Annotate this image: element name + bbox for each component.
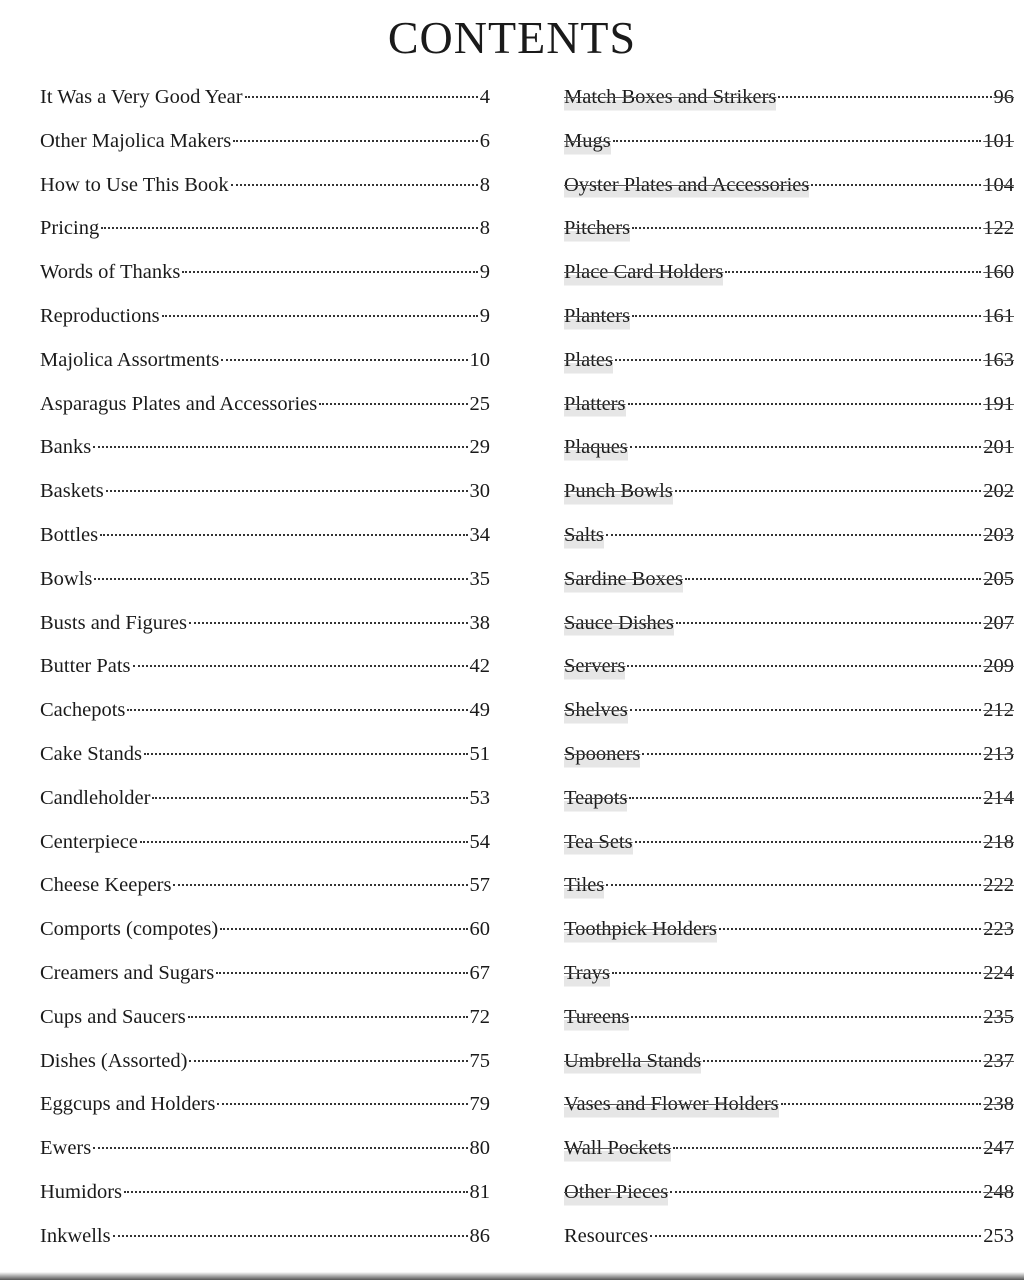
toc-entry-page: 213 <box>983 742 1014 765</box>
dot-leader <box>245 96 478 98</box>
toc-entry-label: Comports (compotes) <box>40 918 219 941</box>
dot-leader <box>673 1147 981 1149</box>
toc-entry-label: Oyster Plates and Accessories <box>564 164 809 208</box>
toc-entry[interactable] <box>564 514 1014 558</box>
toc-entry-label: Servers <box>564 645 625 689</box>
toc-entry-label: Inkwells <box>40 1224 111 1247</box>
toc-entry-page: 223 <box>983 918 1014 941</box>
dot-leader <box>781 1103 982 1105</box>
dot-leader <box>615 359 981 361</box>
toc-entry-label: Cheese Keepers <box>40 874 172 897</box>
toc-entry-page: 218 <box>983 830 1014 853</box>
toc-entry-page: 214 <box>983 786 1014 809</box>
toc-entry-page: 79 <box>469 1093 490 1116</box>
dot-leader <box>101 227 478 229</box>
toc-entry[interactable] <box>40 689 490 733</box>
toc-entry-page: 161 <box>983 304 1014 327</box>
dot-leader <box>113 1235 468 1237</box>
toc-entry-page: 205 <box>983 567 1014 590</box>
toc-entry[interactable] <box>40 908 490 952</box>
toc-entry-page: 9 <box>479 304 490 327</box>
toc-entry-page: 75 <box>469 1049 490 1072</box>
dot-leader <box>627 665 981 667</box>
toc-entry-label: Tiles <box>564 864 604 908</box>
toc-entry[interactable] <box>40 120 490 164</box>
dot-leader <box>94 578 467 580</box>
dot-leader <box>140 841 468 843</box>
toc-entry-label: Tureens <box>564 996 629 1040</box>
toc-entry[interactable] <box>40 207 490 251</box>
toc-entry[interactable] <box>564 426 1014 470</box>
dot-leader <box>106 490 468 492</box>
toc-entry-label: Platters <box>564 383 626 427</box>
toc-entry-page: 247 <box>983 1137 1014 1160</box>
toc-entry-label: Candleholder <box>40 786 151 809</box>
toc-entry-label: Sauce Dishes <box>564 602 674 646</box>
toc-entry-label: Ewers <box>40 1137 92 1160</box>
toc-entry-label: Eggcups and Holders <box>40 1093 216 1116</box>
dot-leader <box>630 709 981 711</box>
toc-entry-page: 34 <box>469 523 490 546</box>
toc-entry-label: Planters <box>564 295 630 339</box>
toc-entry-label: Vases and Flower Holders <box>564 1083 779 1127</box>
toc-entry-label: Butter Pats <box>40 655 131 678</box>
toc-entry[interactable] <box>564 383 1014 427</box>
dot-leader <box>642 753 981 755</box>
toc-entry[interactable] <box>40 777 490 821</box>
toc-entry-page: 212 <box>983 699 1014 722</box>
dot-leader <box>670 1191 981 1193</box>
dot-leader <box>613 140 982 142</box>
toc-entry[interactable] <box>40 733 490 777</box>
dot-leader <box>216 972 467 974</box>
dot-leader <box>188 1016 468 1018</box>
toc-entry[interactable] <box>564 1083 1014 1127</box>
toc-entry-page: 4 <box>479 86 490 108</box>
toc-entry-label: Teapots <box>564 777 627 821</box>
toc-entry-page: 29 <box>469 436 490 459</box>
dot-leader <box>675 490 981 492</box>
toc-entry-label: Mugs <box>564 120 611 164</box>
page-bottom-edge <box>0 1272 1024 1280</box>
toc-entry[interactable] <box>564 558 1014 602</box>
toc-entry[interactable] <box>40 1171 490 1215</box>
toc-entry[interactable] <box>564 120 1014 164</box>
dot-leader <box>703 1060 981 1062</box>
toc-entry[interactable] <box>564 339 1014 383</box>
toc-entry-label: Humidors <box>40 1180 122 1203</box>
dot-leader <box>650 1235 981 1237</box>
toc-entry-label: It Was a Very Good Year <box>40 86 243 108</box>
dot-leader <box>319 403 467 405</box>
toc-entry[interactable] <box>564 470 1014 514</box>
dot-leader <box>182 271 477 273</box>
toc-entry-label: Cachepots <box>40 699 126 722</box>
toc-entry[interactable] <box>564 908 1014 952</box>
toc-entry-label: Pricing <box>40 217 100 240</box>
toc-entry[interactable] <box>40 864 490 908</box>
toc-entry[interactable] <box>40 645 490 689</box>
toc-entry-label: Sardine Boxes <box>564 558 683 602</box>
dot-leader <box>133 665 468 667</box>
toc-entry[interactable] <box>40 295 490 339</box>
toc-entry-page: 238 <box>983 1093 1014 1116</box>
toc-entry-label: Cups and Saucers <box>40 1005 186 1028</box>
toc-entry[interactable] <box>564 689 1014 733</box>
toc-entry-label: Spooners <box>564 733 640 777</box>
dot-leader <box>725 271 981 273</box>
toc-entry[interactable] <box>40 952 490 996</box>
dot-leader <box>100 534 467 536</box>
toc-entry-page: 86 <box>469 1224 490 1247</box>
toc-entry-label: Salts <box>564 514 604 558</box>
toc-entry-page: 67 <box>469 961 490 984</box>
toc-entry-page: 57 <box>469 874 490 897</box>
toc-entry-page: 42 <box>469 655 490 678</box>
toc-entry-label: Creamers and Sugars <box>40 961 215 984</box>
toc-entry-label: Other Majolica Makers <box>40 129 232 152</box>
dot-leader <box>162 315 478 317</box>
dot-leader <box>127 709 467 711</box>
toc-entry-page: 207 <box>983 611 1014 634</box>
toc-entry[interactable] <box>564 1215 1014 1259</box>
toc-entry-label: Baskets <box>40 480 104 503</box>
dot-leader <box>221 359 467 361</box>
toc-entry-label: Pitchers <box>564 207 630 251</box>
dot-leader <box>606 884 981 886</box>
toc-entry[interactable] <box>564 1127 1014 1171</box>
toc-entry[interactable] <box>564 164 1014 208</box>
toc-entry-label: Busts and Figures <box>40 611 187 634</box>
toc-entry[interactable] <box>40 514 490 558</box>
toc-entry[interactable] <box>564 777 1014 821</box>
toc-entry-label: Trays <box>564 952 610 996</box>
toc-entry[interactable] <box>564 821 1014 865</box>
toc-entry-label: Plates <box>564 339 613 383</box>
toc-entry-page: 30 <box>469 480 490 503</box>
toc-entry-page: 202 <box>983 480 1014 503</box>
toc-entry[interactable] <box>40 821 490 865</box>
dot-leader <box>152 797 467 799</box>
toc-entry-page: 235 <box>983 1005 1014 1028</box>
toc-entry-page: 163 <box>983 348 1014 371</box>
toc-entry-page: 8 <box>479 217 490 240</box>
dot-leader <box>93 1147 467 1149</box>
toc-entry[interactable] <box>40 383 490 427</box>
toc-entry-page: 54 <box>469 830 490 853</box>
toc-entry-page: 6 <box>479 129 490 152</box>
dot-leader <box>628 403 982 405</box>
toc-entry-label: Words of Thanks <box>40 261 181 284</box>
dot-leader <box>778 96 991 98</box>
toc-entry-label: Wall Pockets <box>564 1127 671 1171</box>
toc-entry[interactable] <box>564 996 1014 1040</box>
toc-entry[interactable] <box>40 1040 490 1084</box>
toc-entry-page: 237 <box>983 1049 1014 1072</box>
toc-entry-label: Toothpick Holders <box>564 908 717 952</box>
dot-leader <box>173 884 467 886</box>
dot-leader <box>631 1016 981 1018</box>
toc-entry-label: Plaques <box>564 426 628 470</box>
toc-entry-label: Bowls <box>40 567 93 590</box>
dot-leader <box>124 1191 468 1193</box>
dot-leader <box>811 184 981 186</box>
toc-entry[interactable] <box>564 733 1014 777</box>
toc-entry-page: 80 <box>469 1137 490 1160</box>
dot-leader <box>632 227 981 229</box>
toc-entry-page: 201 <box>983 436 1014 459</box>
toc-entry[interactable] <box>40 426 490 470</box>
toc-entry-page: 8 <box>479 173 490 196</box>
toc-entry[interactable] <box>564 207 1014 251</box>
toc-entry-label: Centerpiece <box>40 830 138 853</box>
toc-entry-page: 104 <box>983 173 1014 196</box>
toc-entry[interactable] <box>564 295 1014 339</box>
dot-leader <box>606 534 981 536</box>
dot-leader <box>217 1103 467 1105</box>
page-title: CONTENTS <box>387 12 637 63</box>
dot-leader <box>231 184 478 186</box>
toc-entry-page: 25 <box>469 392 490 415</box>
dot-leader <box>189 622 468 624</box>
toc-entry-page: 222 <box>983 874 1014 897</box>
dot-leader <box>719 928 981 930</box>
toc-entry-page: 49 <box>469 699 490 722</box>
toc-entry-label: Other Pieces <box>564 1171 668 1215</box>
dot-leader <box>676 622 981 624</box>
toc-entry-page: 60 <box>469 918 490 941</box>
toc-entry[interactable] <box>564 76 1014 120</box>
toc-entry[interactable] <box>564 602 1014 646</box>
toc-entry-label: Asparagus Plates and Accessories <box>40 392 318 415</box>
toc-entry-page: 209 <box>983 655 1014 678</box>
dot-leader <box>220 928 467 930</box>
toc-entry[interactable] <box>40 1215 490 1259</box>
toc-entry-label: Punch Bowls <box>564 470 673 514</box>
toc-entry-label: Reproductions <box>40 304 160 327</box>
dot-leader <box>93 446 467 448</box>
dot-leader <box>233 140 477 142</box>
toc-entry-page: 122 <box>983 217 1014 240</box>
toc-entry-label: Umbrella Stands <box>564 1040 701 1084</box>
toc-entry[interactable] <box>564 645 1014 689</box>
toc-entry[interactable] <box>564 251 1014 295</box>
dot-leader <box>630 446 981 448</box>
toc-right-column <box>564 76 1014 1259</box>
toc-entry-page: 96 <box>993 86 1014 108</box>
toc-entry-label: Bottles <box>40 523 99 546</box>
toc-entry-label: Tea Sets <box>564 821 633 865</box>
toc-entry-label: Dishes (Assorted) <box>40 1049 188 1072</box>
toc-entry-page: 101 <box>983 129 1014 152</box>
toc-entry-page: 224 <box>983 961 1014 984</box>
toc-entry[interactable] <box>40 1083 490 1127</box>
dot-leader <box>144 753 468 755</box>
toc-entry-page: 9 <box>479 261 490 284</box>
toc-entry-page: 191 <box>983 392 1014 415</box>
toc-entry-page: 35 <box>469 567 490 590</box>
toc-entry-page: 72 <box>469 1005 490 1028</box>
toc-entry-page: 38 <box>469 611 490 634</box>
toc-entry-page: 10 <box>469 348 490 371</box>
toc-entry-page: 51 <box>469 742 490 765</box>
toc-entry-label: Shelves <box>564 689 628 733</box>
dot-leader <box>629 797 981 799</box>
toc-entry-label: Resources <box>564 1224 649 1247</box>
toc-entry-page: 203 <box>983 523 1014 546</box>
toc-entry[interactable] <box>40 164 490 208</box>
toc-entry[interactable] <box>564 864 1014 908</box>
toc-entry[interactable] <box>40 996 490 1040</box>
toc-entry-label: How to Use This Book <box>40 173 229 196</box>
toc-entry-page: 253 <box>983 1224 1014 1247</box>
toc-entry[interactable] <box>40 76 490 120</box>
dot-leader <box>189 1060 467 1062</box>
toc-entry[interactable] <box>40 558 490 602</box>
dot-leader <box>685 578 981 580</box>
toc-entry[interactable] <box>564 952 1014 996</box>
toc-left-column <box>40 76 490 1259</box>
toc-entry-page: 81 <box>469 1180 490 1203</box>
toc-entry[interactable] <box>40 251 490 295</box>
toc-entry[interactable] <box>40 602 490 646</box>
toc-entry-page: 248 <box>983 1180 1014 1203</box>
toc-entry-label: Cake Stands <box>40 742 142 765</box>
toc-entry[interactable] <box>40 1127 490 1171</box>
toc-entry-label: Banks <box>40 436 92 459</box>
toc-entry-label: Match Boxes and Strikers <box>564 76 776 120</box>
toc-entry-page: 53 <box>469 786 490 809</box>
toc-entry[interactable] <box>564 1171 1014 1215</box>
dot-leader <box>632 315 981 317</box>
dot-leader <box>612 972 981 974</box>
toc-entry[interactable] <box>40 470 490 514</box>
toc-entry-page: 160 <box>983 261 1014 284</box>
toc-entry[interactable] <box>564 1040 1014 1084</box>
toc-entry-label: Majolica Assortments <box>40 348 220 371</box>
dot-leader <box>635 841 982 843</box>
toc-entry[interactable] <box>40 339 490 383</box>
toc-entry-label: Place Card Holders <box>564 251 723 295</box>
